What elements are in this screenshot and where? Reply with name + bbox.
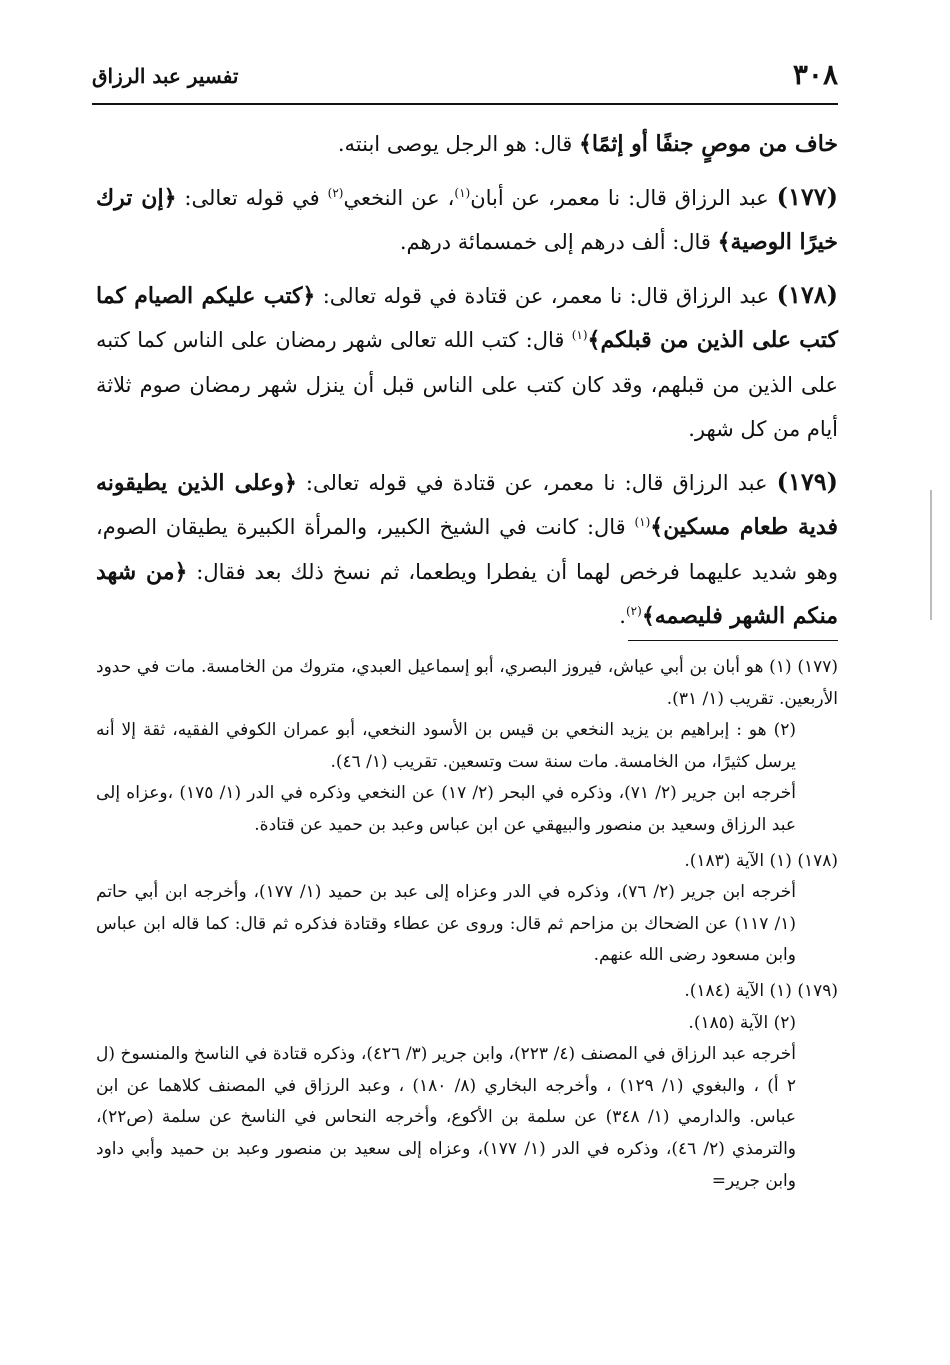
paragraph-178: [96, 273, 838, 452]
quran-quote: ﴿كتب عليكم الصيام كما كتب على الذين من قبلكم﴾: [96, 282, 838, 353]
entry-number: (١٧٨): [776, 279, 838, 309]
footnote-177-takhrij: أخرجه ابن جرير (٢/ ٧١)، وذكره في البحر (٢/ ١٧) عن النخعي وذكره في الدر (١/ ١٧٥) ،وعزاه إلى عبد الرزاق وسعيد بن منصور والبيهقي عن ابن عباس وعبد بن حميد عن قتادة.: [96, 783, 796, 835]
footnote-179-takhrij: أخرجه عبد الرزاق في المصنف (٤/ ٢٢٣)، وابن جرير (٣/ ٤٢٦)، وذكره قتادة في الناسخ والمنسوخ (ل ٢ أ) ، والبغوي (١/ ١٢٩) ، وأخرجه البخاري (٨/ ١٨٠) ، وعبد الرزاق في المصنف كلاهما عن ابن عباس. والدارمي (١/ ٣٤٨) عن سلمة بن الأكوع، وأخرجه النحاس في الناسخ عن سلمة (ص٢٢)، والترمذي (٢/ ٤٦)، وذكره في الدر (١/ ١٧٧)، وعزاه إلى سعيد بن منصور وعبد بن حميد وأبي داود وابن جرير=: [96, 1044, 797, 1191]
footnote-ref: (١): [634, 515, 651, 529]
footnote-ref: (١): [571, 328, 588, 342]
paragraph-text: عبد الرزاق قال: نا معمر، عن قتادة في قوله تعالى:: [315, 283, 777, 308]
paragraph-text: قال: كتب الله تعالى شهر رمضان على الناس كما كتبه على الذين من قبلهم، وقد كان كتب على الناس قبل أن ينزل شهر رمضان صوم ثلاثة أيام من كل شهر.: [96, 328, 838, 441]
scan-mark: [930, 490, 932, 620]
paragraph-text: قال: كانت في الشيخ الكبير، والمرأة الكبيرة يطيقان الصوم، وهو شديد عليهما فرخص لهما أن يفطرا ويطعما، ثم نسخ ذلك بعد فقال:: [96, 515, 839, 584]
paragraph-text: عبد الرزاق قال: نا معمر، عن قتادة في قوله تعالى:: [296, 470, 777, 495]
quran-quote: ﴿وعلى الذين يطيقونه فدية طعام مسكين﴾: [96, 469, 838, 540]
quran-quote: ﴿من شهد منكم الشهر فليصمه﴾: [96, 558, 838, 629]
footnote-ref: (١): [454, 185, 471, 200]
footnote-separator: [628, 640, 838, 641]
paragraph-176-end: [96, 122, 838, 167]
entry-number: (١٧٩): [776, 466, 838, 496]
footnote-178-takhrij: أخرجه ابن جرير (٢/ ٧٦)، وذكره في الدر وعزاه إلى عبد بن حميد (١/ ١٧٧)، وأخرجه ابن أبي حاتم (١/ ١١٧) عن الضحاك بن مزاحم ثم قال: وروى عن عطاء وقتادة فذكره ثم قال: كما قاله ابن عباس وابن مسعود رضى الله عنهم.: [96, 882, 797, 966]
header-rule: [92, 103, 838, 105]
footnote-177-2: (٢) هو : إبراهيم بن يزيد النخعي بن قيس بن الأسود النخعي، أبو عمران الكوفي الفقيه، ثقة إلا أنه يرسل كثيرًا، من الخامسة. مات سنة ست وتسعين. تقريب (١/ ٤٦).: [96, 720, 796, 772]
quran-quote: خاف من موصٍ جنفًا أو إثمًا﴾: [578, 131, 838, 157]
footnote-ref: (٢): [327, 185, 344, 200]
paragraph-text: في قوله تعالى:: [176, 185, 328, 210]
footnote-177-1: (١٧٧) (١) هو أبان بن أبي عياش، فيروز البصري، أبو إسماعيل العبدي، متروك من الخامسة. مات في حدود الأربعين. تقريب (١/ ٣١).: [96, 657, 838, 709]
paragraph-text: قال: ألف درهم إلى خمسمائة درهم.: [399, 230, 718, 254]
paragraph-text: عبد الرزاق قال: نا معمر، عن أبان: [470, 185, 777, 210]
paragraph-text: .: [619, 604, 626, 628]
quran-quote: ﴿إن ترك خيرًا الوصية﴾: [96, 184, 838, 255]
paragraph-text: قال: هو الرجل يوصى ابنته.: [337, 132, 579, 156]
paragraph-text: ، عن النخعي: [343, 185, 455, 210]
footnotes: [96, 652, 838, 1197]
main-text: [96, 122, 838, 639]
entry-number: (١٧٧): [776, 181, 839, 211]
footnote-178-1: (١٧٨) (١) الآية (١٨٣).: [684, 850, 838, 871]
paragraph-179: [96, 460, 838, 639]
paragraph-177: [96, 175, 838, 265]
footnote-179-2: (٢) الآية (١٨٥).: [688, 1012, 796, 1033]
running-title: تفسير عبد الرزاق: [92, 64, 239, 88]
footnote-179-1: (١٧٩) (١) الآية (١٨٤).: [684, 980, 838, 1001]
footnote-ref: (٢): [625, 604, 642, 618]
page-number: ٣٠٨: [792, 58, 838, 91]
page-header: [92, 56, 838, 100]
